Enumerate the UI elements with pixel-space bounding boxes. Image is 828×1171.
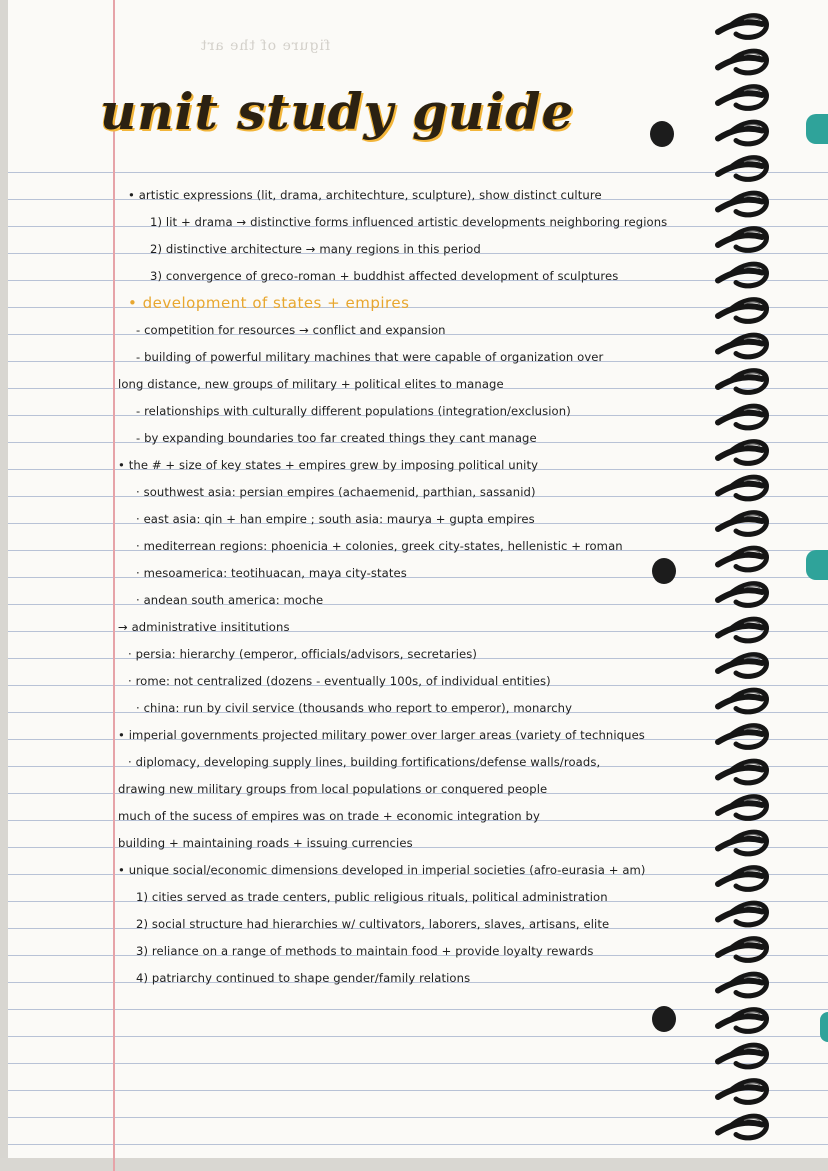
note-line: 2) distinctive architecture → many regions in this period [150,242,481,256]
note-line: • imperial governments projected military power over larger areas (variety of techniques [118,728,645,742]
margin-line [113,0,115,1171]
spiral-coil [718,442,766,464]
note-line: drawing new military groups from local populations or conquered people [118,782,548,796]
spiral-coil [718,974,766,996]
punch-hole-top [650,121,674,147]
punch-hole-bottom [652,1006,676,1032]
note-line: - by expanding boundaries too far created things they cant manage [136,431,537,445]
spiral-binding [700,0,810,1171]
page-title: unit study guide [100,82,575,141]
spiral-coil [718,939,766,961]
note-line: · mediterrean regions: phoenicia + colonies, greek city-states, hellenistic + roman [136,539,623,553]
spiral-coil [718,548,766,570]
spiral-coil [718,903,766,925]
note-line: 1) cities served as trade centers, public religious rituals, political administration [136,890,608,904]
note-line: long distance, new groups of military + political elites to manage [118,377,504,391]
note-line: · andean south america: moche [136,593,324,607]
note-line: · southwest asia: persian empires (achaemenid, parthian, sassanid) [136,485,536,499]
note-line: → administrative insititutions [118,620,290,634]
spiral-coil [718,300,766,322]
note-line: 4) patriarchy continued to shape gender/family relations [136,971,471,985]
spiral-coil [718,513,766,535]
spiral-coil [718,832,766,854]
spiral-coil [718,655,766,677]
note-line: - relationships with culturally different populations (integration/exclusion) [136,404,571,418]
spiral-coil [718,87,766,109]
spiral-coil [718,690,766,712]
spiral-coil [718,477,766,499]
spiral-coil [718,584,766,606]
spiral-coil [718,797,766,819]
spiral-coil [718,619,766,641]
spiral-coil [718,868,766,890]
spiral-coil [718,122,766,144]
note-line: · china: run by civil service (thousands who report to emperor), monarchy [136,701,573,715]
note-line: 1) lit + drama → distinctive forms influenced artistic developments neighboring regions [150,215,668,229]
spiral-coil [718,51,766,73]
spiral-coil [718,406,766,428]
note-line: - competition for resources → conflict and expansion [136,323,446,337]
spiral-coil [718,371,766,393]
note-line: 2) social structure had hierarchies w/ cultivators, laborers, slaves, artisans, elite [136,917,610,931]
spiral-coil [718,1010,766,1032]
spiral-coil [718,158,766,180]
spiral-coil [718,726,766,748]
note-line: · mesoamerica: teotihuacan, maya city-states [136,566,407,580]
page-edge-left [0,0,8,1171]
note-line: · diplomacy, developing supply lines, building fortifications/defense walls/roads, [128,755,601,769]
spiral-coil [718,1045,766,1067]
note-line: much of the sucess of empires was on trade + economic integration by [118,809,540,823]
spiral-coil [718,229,766,251]
spiral-coil [718,335,766,357]
note-line: • artistic expressions (lit, drama, architechture, sculpture), show distinct culture [128,188,602,202]
note-line: • development of states + empires [128,294,410,312]
note-line: 3) convergence of greco-roman + buddhist affected development of sculptures [150,269,619,283]
note-line: - building of powerful military machines that were capable of organization over [136,350,604,364]
note-line: building + maintaining roads + issuing currencies [118,836,413,850]
spiral-coil [718,1116,766,1138]
spiral-coil [718,761,766,783]
note-line: · persia: hierarchy (emperor, officials/advisors, secretaries) [128,647,478,661]
note-line: • the # + size of key states + empires grew by imposing political unity [118,458,539,472]
note-line: • unique social/economic dimensions developed in imperial societies (afro-eurasia + am) [118,863,646,877]
spiral-coil [718,193,766,215]
punch-hole-middle [652,558,676,584]
spiral-coil [718,16,766,38]
bleed-through-text: figure of the art [200,38,331,54]
note-line: 3) reliance on a range of methods to maintain food + provide loyalty rewards [136,944,594,958]
spiral-coil [718,1081,766,1103]
spiral-coil [718,264,766,286]
note-line: · rome: not centralized (dozens - eventually 100s, of individual entities) [128,674,551,688]
note-line: · east asia: qin + han empire ; south asia: maurya + gupta empires [136,512,535,526]
divider-tab-bottom [820,1012,828,1042]
